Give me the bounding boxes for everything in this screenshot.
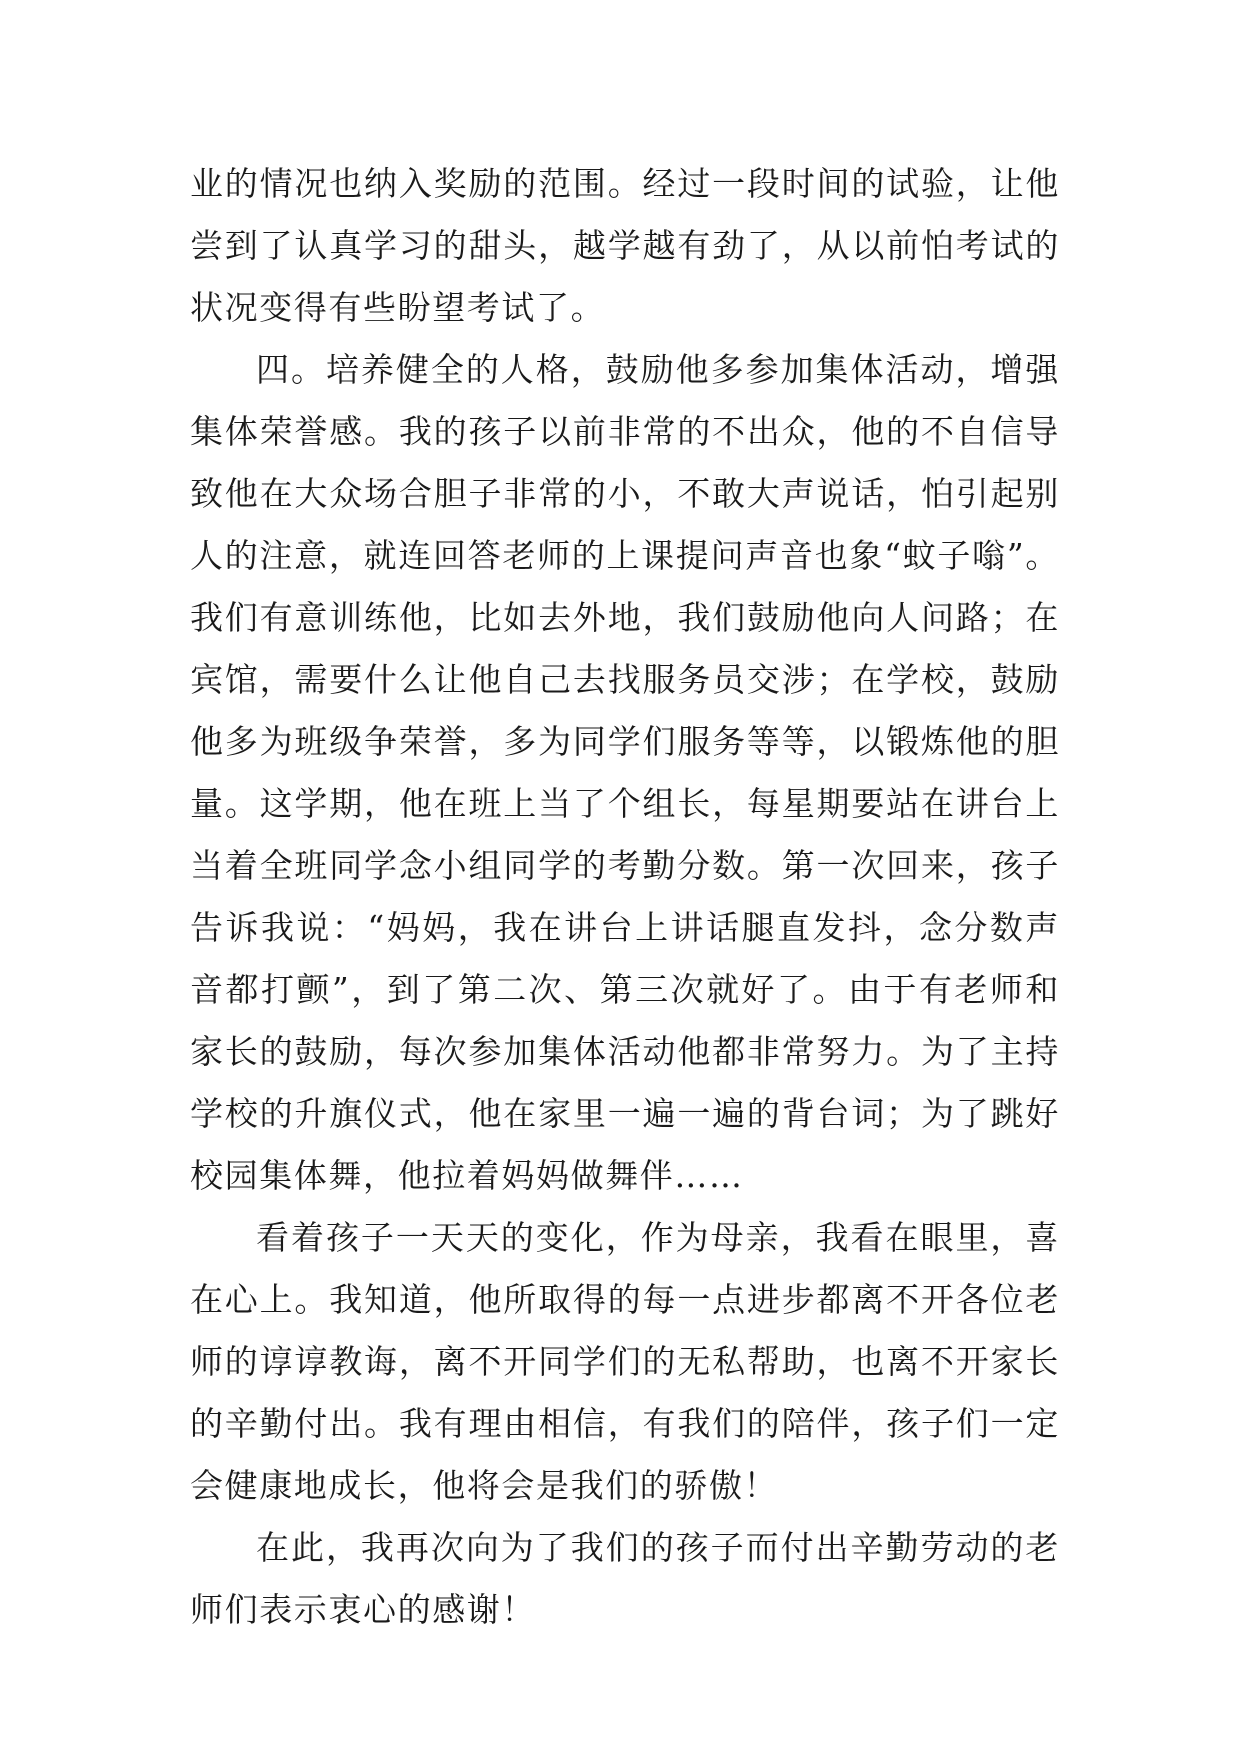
paragraph-thanks: 在此，我再次向为了我们的孩子而付出辛勤劳动的老师们表示衷心的感谢！ [190,1528,1060,1629]
document-body [190,153,1060,1641]
paragraph-reflection: 看着孩子一天天的变化，作为母亲，我看在眼里，喜在心上。我知道，他所取得的每一点进步都离不开各位老师的谆谆教诲，离不开同学们的无私帮助，也离不开家长的辛勤付出。我有理由相信，有我们的陪伴，孩子们一定会健康地成长，他将会是我们的骄傲！ [190,1218,1060,1505]
paragraph-section-four: 四。培养健全的人格，鼓励他多参加集体活动，增强集体荣誉感。我的孩子以前非常的不出众，他的不自信导致他在大众场合胆子非常的小，不敢大声说话，怕引起别人的注意，就连回答老师的上课提问声音也象“蚊子嗡”。我们有意训练他，比如去外地，我们鼓励他向人问路；在宾馆，需要什么让他自己去找服务员交涉；在学校，鼓励他多为班级争荣誉，多为同学们服务等等，以锻炼他的胆量。这学期，他在班上当了个组长，每星期要站在讲台上当着全班同学念小组同学的考勤分数。第一次回来，孩子告诉我说：“妈妈，我在讲台上讲话腿直发抖，念分数声音都打颤”，到了第二次、第三次就好了。由于有老师和家长的鼓励，每次参加集体活动他都非常努力。为了主持学校的升旗仪式，他在家里一遍一遍的背台词；为了跳好校园集体舞，他拉着妈妈做舞伴…… [190,350,1060,1195]
paragraph-continuation: 业的情况也纳入奖励的范围。经过一段时间的试验，让他尝到了认真学习的甜头，越学越有劲了，从以前怕考试的状况变得有些盼望考试了。 [190,164,1060,327]
